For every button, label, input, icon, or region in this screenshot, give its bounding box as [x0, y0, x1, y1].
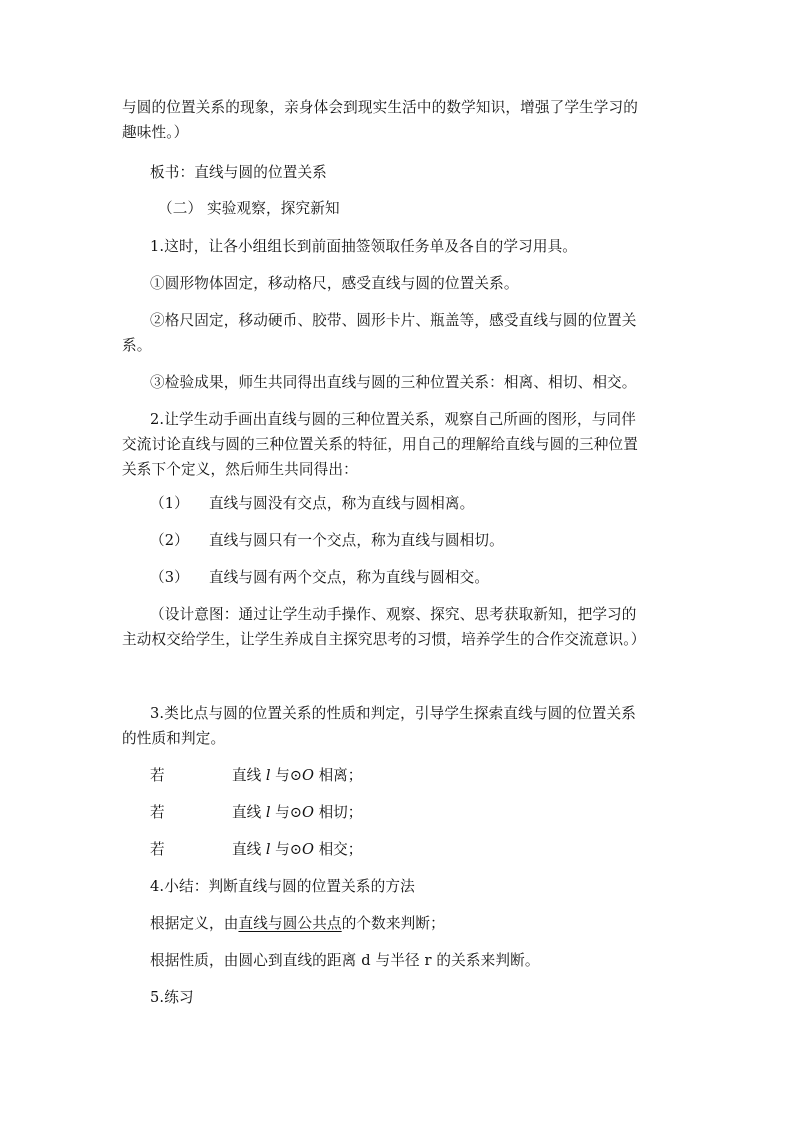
condition-2-suffix: 相切； [313, 804, 363, 821]
definition-1-text: 直线与圆没有交点，称为直线与圆相离。 [208, 495, 475, 512]
definition-2 [150, 531, 708, 550]
condition-1-mid: 与⊙ [270, 767, 302, 784]
design-intent-line-2: 主动权交给学生，让学生养成自主探究思考的习惯，培养学生的合作交流意识。） [122, 631, 646, 648]
definition-3 [150, 568, 708, 587]
rule-by-property: 根据性质，由圆心到直线的距离 d 与半径 r 的关系来判断。 [150, 952, 540, 969]
condition-2-mid: 与⊙ [270, 804, 302, 821]
item-1b [122, 311, 680, 355]
circle-o-symbol: O [301, 804, 314, 821]
condition-1-suffix: 相离； [313, 767, 363, 784]
condition-label-2: 若 [150, 804, 165, 821]
item-3-line-1: 3.类比点与圆的位置关系的性质和判定，引导学生探索直线与圆的位置关系 [150, 705, 637, 722]
circle-o-symbol: O [301, 841, 314, 858]
rule-by-definition [150, 914, 708, 933]
condition-3-suffix: 相交； [313, 841, 363, 858]
item-1c: ③检验成果，师生共同得出直线与圆的三种位置关系：相离、相切、相交。 [150, 374, 637, 391]
item-3 [122, 704, 680, 748]
item-2-line-3: 关系下个定义，然后师生共同得出： [122, 461, 358, 478]
line-l-symbol: l [265, 767, 271, 784]
item-1b-line-2: 系。 [122, 337, 152, 354]
rule-1-underlined-term: 直线与圆公共点 [238, 915, 342, 932]
condition-label-3: 若 [150, 841, 165, 858]
condition-label-1: 若 [150, 767, 165, 784]
rule-1-prefix: 根据定义，由 [150, 915, 239, 932]
item-2-line-2: 交流讨论直线与圆的三种位置关系的特征，用自己的理解给直线与圆的三种位置 [122, 436, 639, 453]
definition-1-number: （1） [150, 495, 189, 512]
definition-2-number: （2） [150, 532, 189, 549]
definition-3-number: （3） [150, 569, 189, 586]
rule-1-suffix: 的个数来判断； [341, 915, 445, 932]
intro-paragraph [122, 98, 680, 142]
condition-1-prefix: 直线 [232, 767, 266, 784]
board-heading: 板书：直线与圆的位置关系 [150, 164, 327, 181]
item-1: 1.这时，让各小组组长到前面抽签领取任务单及各自的学习用具。 [150, 238, 578, 255]
item-2 [122, 410, 680, 479]
definition-3-text: 直线与圆有两个交点，称为直线与圆相交。 [208, 569, 490, 586]
item-3-line-2: 的性质和判定。 [122, 730, 226, 747]
intro-line-1: 与圆的位置关系的现象，亲身体会到现实生活中的数学知识，增强了学生学习的 [122, 99, 639, 116]
item-2-line-1: 2.让学生动手画出直线与圆的三种位置关系，观察自己所画的图形，与同伴 [150, 411, 637, 428]
item-4-summary: 4.小结：判断直线与圆的位置关系的方法 [150, 878, 415, 895]
definition-1 [150, 494, 708, 513]
section-2-heading: （二） 实验观察，探究新知 [158, 200, 340, 217]
item-5-practice: 5.练习 [150, 989, 194, 1006]
design-intent-line-1: （设计意图：通过让学生动手操作、观察、探究、思考获取新知，把学习的 [150, 606, 637, 623]
circle-o-symbol: O [301, 767, 314, 784]
condition-tangent [232, 803, 362, 822]
intro-line-2: 趣味性。） [122, 124, 189, 141]
condition-2-prefix: 直线 [232, 804, 266, 821]
condition-intersect [232, 840, 362, 859]
item-1b-line-1: ②格尺固定，移动硬币、胶带、圆形卡片、瓶盖等，感受直线与圆的位置关 [150, 312, 637, 329]
definition-2-text: 直线与圆只有一个交点，称为直线与圆相切。 [208, 532, 504, 549]
line-l-symbol: l [265, 841, 271, 858]
condition-3-prefix: 直线 [232, 841, 266, 858]
condition-3-mid: 与⊙ [270, 841, 302, 858]
condition-separate [232, 766, 362, 785]
line-l-symbol: l [265, 804, 271, 821]
item-1a: ①圆形物体固定，移动格尺，感受直线与圆的位置关系。 [150, 275, 519, 292]
design-intent [122, 605, 680, 649]
